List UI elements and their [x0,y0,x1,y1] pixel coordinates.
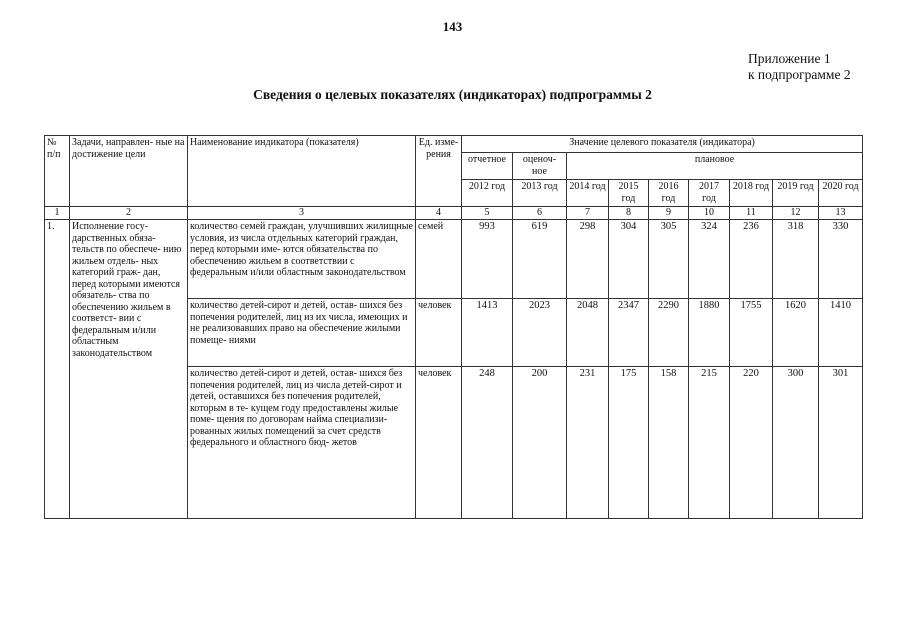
column-number-row [45,207,863,220]
value-cell: 2048 [567,299,609,367]
header-planned: плановое [567,153,863,180]
value-cell: 2023 [513,299,567,367]
column-number: 1 [45,207,70,220]
header-target-value: Значение целевого показателя (индикатора) [462,136,863,153]
header-estimated: оценоч- ное [513,153,567,180]
header-reported: отчетное [462,153,513,180]
table-row [45,220,863,299]
indicator-name: количество семей граждан, улучшивших жилищные условия, из числа отдельных категорий граждан, перед которыми име- ются обязательства по обеспечению жильем в соответствии с федеральным и/или областным законодательством [188,220,416,299]
appendix-line-2: к подпрограмме 2 [748,67,851,82]
column-number: 6 [513,207,567,220]
value-cell: 236 [730,220,773,299]
value-cell: 2290 [649,299,689,367]
column-number: 12 [773,207,819,220]
value-cell: 330 [819,220,863,299]
indicator-name: количество детей-сирот и детей, остав- шихся без попечения родителей, лиц из числа детей-сирот и детей, оставшихся без попечения родителей, которым в те- кущем году предоставлены жилые поме- щения по договорам найма специализи- рованных жилых помещений за счет средств федерального и областного бюд- жетов [188,367,416,519]
year-header: 2019 год [773,180,819,207]
header-row-1 [45,136,863,153]
value-cell: 200 [513,367,567,519]
value-cell: 1880 [689,299,730,367]
year-header: 2012 год [462,180,513,207]
value-cell: 298 [567,220,609,299]
appendix-line-1: Приложение 1 [748,51,831,66]
header-unit: Ед. изме- рения [416,136,462,207]
value-cell: 1620 [773,299,819,367]
document-title: Сведения о целевых показателях (индикаторах) подпрограммы 2 [253,87,652,102]
value-cell: 215 [689,367,730,519]
column-number: 13 [819,207,863,220]
value-cell: 305 [649,220,689,299]
value-cell: 2347 [609,299,649,367]
column-number: 5 [462,207,513,220]
page-number: 143 [442,19,463,34]
indicator-unit: семей [416,220,462,299]
value-cell: 1755 [730,299,773,367]
header-task: Задачи, направлен- ные на достижение цели [70,136,188,207]
year-header: 2020 год [819,180,863,207]
value-cell: 304 [609,220,649,299]
value-cell: 318 [773,220,819,299]
value-cell: 300 [773,367,819,519]
year-header: 2018 год [730,180,773,207]
value-cell: 248 [462,367,513,519]
value-cell: 231 [567,367,609,519]
task-text: Исполнение госу- дарственных обяза- тельств по обеспече- нию жильем отдель- ных категорий граж- дан, перед которыми имеются обязатель- ства по обеспечению жильем в соответст- вии с федеральным и/или областным законодательством [70,220,188,519]
year-header: 2015 год [609,180,649,207]
header-indicator: Наименование индикатора (показателя) [188,136,416,207]
value-cell: 324 [689,220,730,299]
value-cell: 619 [513,220,567,299]
year-header: 2014 год [567,180,609,207]
indicator-name: количество детей-сирот и детей, остав- шихся без попечения родителей, лиц из их числа, имеющих и не реализовавших право на обеспечение жилыми помеще- ниями [188,299,416,367]
year-header: 2013 год [513,180,567,207]
value-cell: 993 [462,220,513,299]
value-cell: 1413 [462,299,513,367]
header-num: № п/п [45,136,70,207]
value-cell: 158 [649,367,689,519]
column-number: 8 [609,207,649,220]
column-number: 9 [649,207,689,220]
indicators-table [44,135,863,519]
column-number: 7 [567,207,609,220]
year-header: 2016 год [649,180,689,207]
column-number: 3 [188,207,416,220]
column-number: 11 [730,207,773,220]
column-number: 4 [416,207,462,220]
value-cell: 175 [609,367,649,519]
value-cell: 220 [730,367,773,519]
indicator-unit: человек [416,299,462,367]
column-number: 2 [70,207,188,220]
indicator-unit: человек [416,367,462,519]
year-header: 2017 год [689,180,730,207]
task-number: 1. [45,220,70,519]
appendix-label [748,51,851,83]
value-cell: 301 [819,367,863,519]
value-cell: 1410 [819,299,863,367]
column-number: 10 [689,207,730,220]
